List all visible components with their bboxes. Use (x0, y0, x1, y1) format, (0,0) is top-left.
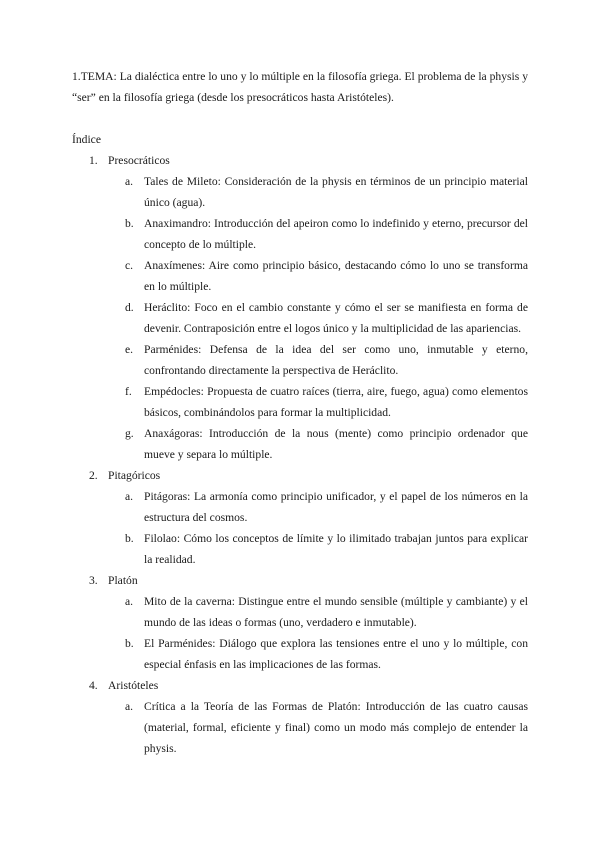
item-letter: a. (125, 490, 134, 503)
list-item (72, 423, 528, 465)
list-item (72, 528, 528, 570)
item-letter: a. (125, 175, 134, 188)
section-items (72, 486, 528, 570)
list-item (72, 255, 528, 297)
section-number: 4. (89, 679, 98, 692)
item-text: Anaximandro: Introducción del apeiron como lo indefinido y eterno, precursor del concepto de lo múltiple. (144, 217, 528, 251)
section-platon (72, 570, 528, 675)
item-text: Anaxímenes: Aire como principio básico, destacando cómo lo uno se transforma en lo múltiple. (144, 259, 528, 293)
item-letter: b. (125, 217, 134, 230)
section-items (72, 696, 528, 759)
item-text: Crítica a la Teoría de las Formas de Platón: Introducción de las cuatro causas (material, formal, eficiente y final) como un modo más complejo de entender la physis. (144, 700, 528, 755)
item-letter: b. (125, 532, 134, 545)
index-heading: Índice (72, 133, 101, 146)
item-letter: a. (125, 595, 134, 608)
list-item (72, 297, 528, 339)
item-text: Filolao: Cómo los conceptos de límite y lo ilimitado trabajan juntos para explicar la realidad. (144, 532, 528, 566)
section-heading (72, 150, 528, 171)
section-presocraticos (72, 150, 528, 465)
item-text: Empédocles: Propuesta de cuatro raíces (tierra, aire, fuego, agua) como elementos básicos, combinándolos para formar la multiplicidad. (144, 385, 528, 419)
section-heading (72, 570, 528, 591)
section-number: 3. (89, 574, 98, 587)
item-text: Tales de Mileto: Consideración de la physis en términos de un principio material único (agua). (144, 175, 528, 209)
section-label: Presocráticos (108, 154, 170, 167)
document-page (72, 66, 528, 759)
list-item (72, 339, 528, 381)
section-pitagoricos (72, 465, 528, 570)
item-letter: b. (125, 637, 134, 650)
item-text: Pitágoras: La armonía como principio unificador, y el papel de los números en la estructura del cosmos. (144, 490, 528, 524)
item-text: Parménides: Defensa de la idea del ser como uno, inmutable y eterno, confrontando directamente la perspectiva de Heráclito. (144, 343, 528, 377)
list-item (72, 696, 528, 759)
index-list (72, 150, 528, 759)
item-letter: a. (125, 700, 134, 713)
section-label: Platón (108, 574, 138, 587)
section-heading (72, 675, 528, 696)
section-number: 1. (89, 154, 98, 167)
item-letter: c. (125, 259, 134, 272)
section-aristoteles (72, 675, 528, 759)
list-item (72, 591, 528, 633)
item-text: Anaxágoras: Introducción de la nous (mente) como principio ordenador que mueve y separa lo múltiple. (144, 427, 528, 461)
section-label: Pitagóricos (108, 469, 161, 482)
item-text: Mito de la caverna: Distingue entre el mundo sensible (múltiple y cambiante) y el mundo de las ideas o formas (uno, verdadero e inmutable). (144, 595, 528, 629)
section-heading (72, 465, 528, 486)
item-text: El Parménides: Diálogo que explora las tensiones entre el uno y lo múltiple, con especial énfasis en las implicaciones de las formas. (144, 637, 528, 671)
item-letter: g. (125, 427, 134, 440)
section-items (72, 591, 528, 675)
item-letter: d. (125, 301, 134, 314)
list-item (72, 486, 528, 528)
section-label: Aristóteles (108, 679, 159, 692)
document-title: 1.TEMA: La dialéctica entre lo uno y lo múltiple en la filosofía griega. El problema de la physis y “ser” en la filosofía griega (desde los presocráticos hasta Aristóteles). (72, 70, 528, 104)
list-item (72, 381, 528, 423)
list-item (72, 213, 528, 255)
list-item (72, 171, 528, 213)
item-letter: f. (125, 385, 132, 398)
section-number: 2. (89, 469, 98, 482)
section-items (72, 171, 528, 465)
list-item (72, 633, 528, 675)
item-text: Heráclito: Foco en el cambio constante y cómo el ser se manifiesta en forma de devenir. Contraposición entre el logos único y la multiplicidad de las apariencias. (144, 301, 528, 335)
item-letter: e. (125, 343, 134, 356)
